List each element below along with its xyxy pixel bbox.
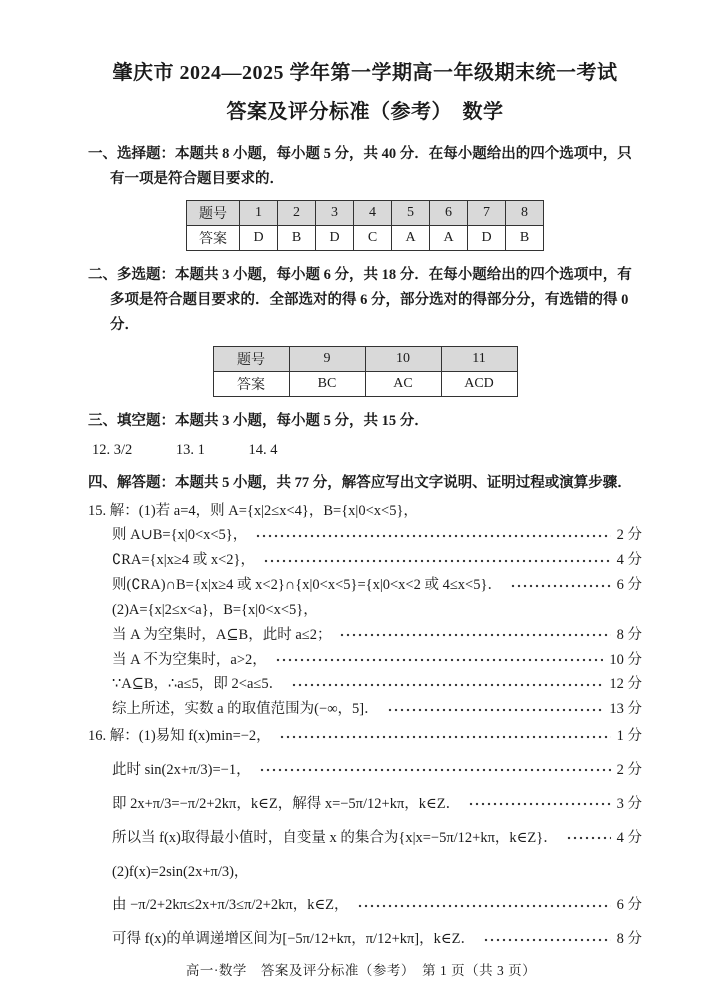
dotted-leader — [255, 533, 610, 539]
page-footer: 高一·数学 答案及评分标准（参考） 第 1 页（共 3 页） — [185, 963, 537, 978]
table-cell: 答案 — [187, 225, 240, 250]
solution-line — [88, 896, 642, 915]
table-cell: D — [316, 225, 354, 250]
table-cell: A — [392, 225, 430, 250]
solution-text: (2)f(x)=2sin(2x+π/3)， — [112, 863, 249, 880]
section-heading-solve: 四、解答题：本题共 5 小题，共 77 分，解答应写出文字说明、证明过程或演算步骤． — [88, 474, 632, 491]
solution-text: 16. 解：(1)易知 f(x)min=−2， — [88, 728, 271, 745]
fill-answer-13: 13. 1 — [175, 441, 205, 458]
solution-text: 当 A 不为空集时，a>2， — [112, 651, 267, 668]
solution-text: ∁RA={x|x≥4 或 x<2}， — [112, 552, 256, 569]
solution-text: ∵A⊆B，∴a≤5，即 2<a≤5． — [112, 676, 284, 693]
solution-line — [88, 930, 642, 949]
table-cell: 11 — [441, 346, 517, 371]
solution-text: 所以当 f(x)取得最小值时，自变量 x 的集合为{x|x=−5π/12+kπ，k∈Z}． — [112, 829, 558, 846]
problem-15 — [88, 502, 642, 720]
dotted-leader — [566, 835, 611, 841]
table-row — [187, 225, 544, 250]
problem-16 — [88, 727, 642, 949]
solution-line — [88, 526, 642, 545]
multi-answer-table — [213, 346, 518, 397]
section-heading-choice: 一、选择题：本题共 8 小题，每小题 5 分，共 40 分．在每小题给出的四个选项中，只有一项是符合题目要求的． — [88, 146, 632, 187]
score-label: 3 分 — [616, 795, 642, 812]
page-title: 肇庆市 2024—2025 学年第一学期高一年级期末统一考试 — [112, 62, 618, 84]
table-cell: D — [468, 225, 506, 250]
solution-line — [88, 761, 642, 780]
solution-text: 此时 sin(2x+π/3)=−1， — [112, 762, 251, 778]
table-cell: B — [278, 225, 316, 250]
table-row — [213, 346, 517, 371]
section-heading-multi: 二、多选题：本题共 3 小题，每小题 6 分，共 18 分．在每小题给出的四个选项中，有多项是符合题目要求的．全部选对的得 6 分，部分选对的得部分分，有选错的得 0 分． — [88, 266, 632, 333]
table-cell: 7 — [468, 200, 506, 225]
table-cell: 9 — [289, 346, 365, 371]
score-label: 8 分 — [616, 931, 642, 948]
table-cell: BC — [289, 371, 365, 396]
dotted-leader — [259, 767, 611, 773]
score-label: 4 分 — [616, 829, 642, 846]
solution-line — [88, 651, 642, 670]
fill-answer-12: 12. 3/2 — [92, 441, 133, 458]
dotted-leader — [279, 734, 611, 740]
table-cell: 题号 — [213, 346, 289, 371]
dotted-leader — [387, 707, 604, 713]
solution-line — [88, 551, 642, 570]
score-label: 8 分 — [616, 626, 642, 643]
table-cell: 10 — [365, 346, 441, 371]
solution-text: 综上所述，实数 a 的取值范围为(−∞，5]． — [112, 701, 379, 718]
dotted-leader — [263, 558, 611, 564]
table-cell: 题号 — [187, 200, 240, 225]
page-subtitle: 答案及评分标准（参考） 数学 — [226, 101, 504, 123]
table-cell: D — [240, 225, 278, 250]
solution-line — [88, 727, 642, 746]
solution-text: 15. 解：(1)若 a=4，则 A={x|2≤x<4}，B={x|0<x<5}， — [88, 502, 418, 519]
dotted-leader — [510, 583, 611, 589]
table-cell: 答案 — [213, 371, 289, 396]
solution-text: 则 A∪B={x|0<x<5}， — [112, 527, 248, 544]
score-label: 2 分 — [616, 762, 642, 778]
solution-line — [88, 576, 642, 595]
dotted-leader — [468, 801, 611, 807]
dotted-leader — [275, 657, 604, 663]
solution-line — [88, 502, 642, 521]
dotted-leader — [291, 682, 603, 688]
solution-line — [88, 829, 642, 848]
table-cell: 5 — [392, 200, 430, 225]
table-cell: 4 — [354, 200, 392, 225]
solution-line — [88, 863, 642, 882]
table-cell: A — [430, 225, 468, 250]
fill-answers — [88, 442, 642, 459]
score-label: 6 分 — [616, 897, 642, 914]
solution-line — [88, 795, 642, 814]
fill-answer-14: 14. 4 — [248, 441, 278, 458]
choice-answer-table — [186, 200, 544, 251]
solution-text: 可得 f(x)的单调递增区间为[−5π/12+kπ，π/12+kπ]，k∈Z． — [112, 931, 475, 948]
solution-text: 即 2x+π/3=−π/2+2kπ，k∈Z，解得 x=−5π/12+kπ，k∈Z． — [112, 795, 461, 812]
solution-line — [88, 675, 642, 694]
table-cell: 8 — [506, 200, 544, 225]
score-label: 6 分 — [616, 577, 642, 594]
solution-line — [88, 601, 642, 620]
table-row — [187, 200, 544, 225]
table-cell: C — [354, 225, 392, 250]
score-label: 1 分 — [616, 728, 642, 745]
table-cell: ACD — [441, 371, 517, 396]
dotted-leader — [357, 903, 611, 909]
score-label: 2 分 — [616, 527, 642, 544]
table-cell: 3 — [316, 200, 354, 225]
dotted-leader — [339, 632, 610, 638]
solution-text: 当 A 为空集时，A⊆B，此时 a≤2； — [112, 626, 332, 643]
score-label: 12 分 — [609, 676, 642, 693]
solution-line — [88, 626, 642, 645]
table-cell: B — [506, 225, 544, 250]
score-label: 4 分 — [616, 552, 642, 569]
table-row — [213, 371, 517, 396]
dotted-leader — [483, 937, 611, 943]
section-heading-fill: 三、填空题：本题共 3 小题，每小题 5 分，共 15 分． — [88, 412, 429, 429]
score-label: 10 分 — [609, 651, 642, 668]
table-cell: 1 — [240, 200, 278, 225]
table-cell: 6 — [430, 200, 468, 225]
solution-line — [88, 700, 642, 719]
table-cell: 2 — [278, 200, 316, 225]
solution-text: (2)A={x|2≤x<a}，B={x|0<x<5}， — [112, 601, 318, 618]
solution-text: 由 −π/2+2kπ≤2x+π/3≤π/2+2kπ，k∈Z， — [112, 897, 349, 914]
score-label: 13 分 — [609, 701, 642, 718]
table-cell: AC — [365, 371, 441, 396]
solution-text: 则(∁RA)∩B={x|x≥4 或 x<2}∩{x|0<x<5}={x|0<x<2 或 4≤x<5}． — [112, 577, 502, 594]
